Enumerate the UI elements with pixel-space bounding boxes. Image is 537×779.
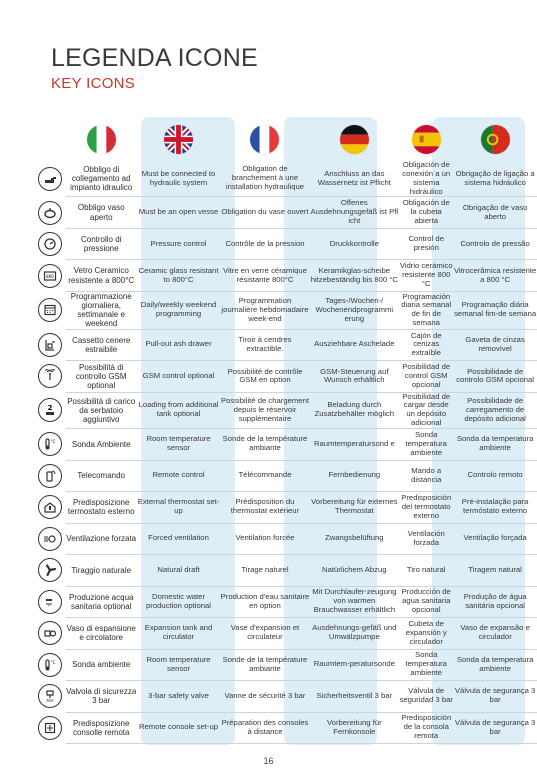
cell-de: Keramikglas-scheibe hitzebeständig bis 800 °C: [309, 260, 399, 292]
row-icon-cell: [34, 429, 66, 461]
cell-pt: Sonda da temperatura ambiente: [453, 649, 537, 681]
cell-es: Programación diaria semanal de fin de semana: [399, 291, 453, 329]
room-sensor-icon: [38, 432, 62, 456]
cell-en: Must be an open vesse: [136, 197, 220, 229]
cell-it: Valvola di sicurezza 3 bar: [66, 681, 137, 713]
cell-es: Posibilidad de control GSM opcional: [399, 361, 453, 393]
row-icon-cell: [34, 712, 66, 744]
cell-it: Controllo di pressione: [66, 228, 137, 260]
table-row: [34, 260, 537, 292]
row-icon-cell: [34, 361, 66, 393]
cell-pt: Ventilação forçada: [453, 523, 537, 555]
tap-pipe-icon: [38, 167, 62, 191]
cell-pt: Sonda da temperatura ambiente: [453, 429, 537, 461]
safety-valve-3bar-icon: [38, 684, 62, 708]
cell-en: GSM control optional: [136, 361, 220, 393]
table-row: [34, 161, 537, 197]
cell-es: Válvula de seguridad 3 bar: [399, 681, 453, 713]
cell-pt: Obrigação de vaso aberto: [453, 197, 537, 229]
cell-it: Predisposizione termostato esterno: [66, 492, 137, 524]
cell-es: Ventilación forzada: [399, 523, 453, 555]
flag-italy: [66, 117, 137, 161]
cell-es: Posibilidad de cargar desde un depósito adicional: [399, 392, 453, 428]
cell-it: Possibilità di controllo GSM optional: [66, 361, 137, 393]
cell-fr: Sonde de la température ambiante: [221, 429, 310, 461]
cell-en: Remote control: [136, 460, 220, 492]
cell-de: Ausziehbare Aschelade: [309, 329, 399, 361]
row-icon-cell: [34, 492, 66, 524]
room-probe-icon: [38, 653, 62, 677]
cell-fr: Contrôle de la pression: [221, 228, 310, 260]
row-icon-cell: [34, 329, 66, 361]
cell-it: Produzione acqua sanitaria optional: [66, 586, 137, 618]
cell-pt: Pré-instalação para termóstato externo: [453, 492, 537, 524]
cell-fr: Obligation du vase ouvert: [221, 197, 310, 229]
cell-de: Mit Durchlaufer-zeugung von warmen Brauchwasser erhältlich: [309, 586, 399, 618]
cell-it: Ventilazione forzata: [66, 523, 137, 555]
row-icon-cell: [34, 460, 66, 492]
cell-pt: Controlo remoto: [453, 460, 537, 492]
cell-fr: Production d'eau sanitaire en option: [221, 586, 310, 618]
cell-pt: Válvula de segurança 3 bar: [453, 681, 537, 713]
row-icon-cell: [34, 260, 66, 292]
table-row: [34, 681, 537, 713]
gsm-control-icon: [38, 364, 62, 388]
shower-hot-water-icon: [38, 590, 62, 614]
row-icon-cell: [34, 291, 66, 329]
table-row: [34, 392, 537, 428]
additional-tank-icon: [38, 398, 62, 422]
cell-pt: Gaveta de cinzas removível: [453, 329, 537, 361]
ceramic-glass-800-icon: [38, 264, 62, 288]
cell-es: Sonda temperatura ambiente: [399, 649, 453, 681]
cell-es: Producción de agua sanitaria opcional: [399, 586, 453, 618]
flag-uk: [136, 117, 220, 161]
weekly-programming-icon: [38, 298, 62, 322]
table-row: [34, 460, 537, 492]
row-icon-cell: [34, 618, 66, 650]
cell-fr: Programmation journalière hebdomadaire week-end: [221, 291, 310, 329]
cell-fr: Possibilité de contrôle GSM en option: [221, 361, 310, 393]
cell-de: Ausdehnungs-gefäß und Umwälzpumpe: [309, 618, 399, 650]
cell-es: Obligación de conexión a un sistema hidráulico: [399, 161, 453, 197]
cell-pt: Obrigação de ligação a sistema hidráulico: [453, 161, 537, 197]
svg-text:3bar: 3bar: [45, 698, 54, 703]
cell-it: Predisposizione consolle remota: [66, 712, 137, 744]
flag-france: [221, 117, 310, 161]
cell-en: External thermostat set-up: [136, 492, 220, 524]
page-number: 16: [263, 756, 274, 766]
cell-fr: Télécommande: [221, 460, 310, 492]
cell-pt: Tiragem natural: [453, 555, 537, 587]
cell-it: Telecomando: [66, 460, 137, 492]
cell-es: Tiro natural: [399, 555, 453, 587]
cell-es: Predisposición de la consola remota: [399, 712, 453, 744]
table-row: [34, 361, 537, 393]
table-row: [34, 523, 537, 555]
pressure-gauge-icon: [38, 232, 62, 256]
cell-pt: Produção de água sanitária opcional: [453, 586, 537, 618]
cell-de: Vorbereitung für externes Thermostat: [309, 492, 399, 524]
table-row: [34, 291, 537, 329]
cell-de: Natürlichem Abzug: [309, 555, 399, 587]
row-icon-cell: [34, 523, 66, 555]
cell-es: Mando a distancia: [399, 460, 453, 492]
cell-en: Domestic water production optional: [136, 586, 220, 618]
cell-fr: Vitre en verre céramique résistante 800°C: [221, 260, 310, 292]
table-row: [34, 429, 537, 461]
cell-en: Expansion tank and circulator: [136, 618, 220, 650]
row-icon-cell: [34, 649, 66, 681]
row-icon-cell: [34, 228, 66, 260]
cell-es: Predisposición del termostato externo: [399, 492, 453, 524]
cell-en: Daily/weekly weekend programming: [136, 291, 220, 329]
cell-de: Raumtemperatursond e: [309, 429, 399, 461]
external-thermostat-icon: [38, 495, 62, 519]
row-icon-cell: [34, 161, 66, 197]
cell-pt: Possibilidade de carregamento de depósito adicional: [453, 392, 537, 428]
cell-pt: Válvula de segurança 3 bar: [453, 712, 537, 744]
expansion-vessel-icon: [38, 201, 62, 225]
cell-de: Vorbereitung für Fernkonsole: [309, 712, 399, 744]
cell-en: Ceramic glass resistant to 800°C: [136, 260, 220, 292]
cell-es: Vidrio cerámico resistente 800 °C: [399, 260, 453, 292]
fan-natural-draft-icon: [38, 558, 62, 582]
cell-es: Control de presión: [399, 228, 453, 260]
cell-fr: Tirage naturel: [221, 555, 310, 587]
cell-it: Vaso di espansione e circolatore: [66, 618, 137, 650]
cell-it: Possibilità di carico da serbatoio aggiuntivo: [66, 392, 137, 428]
forced-ventilation-icon: [38, 527, 62, 551]
cell-pt: Programação diária semanal fim-de semana: [453, 291, 537, 329]
svg-text:°C: °C: [50, 439, 56, 445]
cell-pt: Possibilidade de controlo GSM opcional: [453, 361, 537, 393]
cell-en: Natural draft: [136, 555, 220, 587]
table-row: [34, 555, 537, 587]
cell-it: Obbligo vaso aperto: [66, 197, 137, 229]
cell-de: Zwangsbelüftung: [309, 523, 399, 555]
row-icon-cell: [34, 586, 66, 618]
cell-pt: Vaso de expansão e circulador: [453, 618, 537, 650]
key-icons-table: [34, 117, 537, 744]
icon-column-header: [34, 117, 66, 161]
cell-fr: Sonde de la température ambiante: [221, 649, 310, 681]
table-row: [34, 492, 537, 524]
cell-fr: Possibilité de chargement depuis le réservoir supplémentaire: [221, 392, 310, 428]
cell-de: Beladung durch Zusatzbehälter möglich: [309, 392, 399, 428]
remote-control-icon: [38, 464, 62, 488]
cell-it: Cassetto cenere estraibile: [66, 329, 137, 361]
flag-spain: [399, 117, 453, 161]
cell-fr: Tiroir à cendres extractible.: [221, 329, 310, 361]
cell-de: Sicherheitsventil 3 bar: [309, 681, 399, 713]
cell-en: Remote console set-up: [136, 712, 220, 744]
row-icon-cell: [34, 681, 66, 713]
cell-fr: Vase d'expansion et circulateur: [221, 618, 310, 650]
row-icon-cell: [34, 197, 66, 229]
flag-germany: [309, 117, 399, 161]
table-row: [34, 329, 537, 361]
svg-text:800: 800: [46, 273, 54, 279]
expansion-circulator-icon: [38, 621, 62, 645]
cell-es: Sonda temperatura ambiente: [399, 429, 453, 461]
cell-en: Pull-out ash drawer: [136, 329, 220, 361]
cell-es: Cubeta de expansión y circulador: [399, 618, 453, 650]
table-row: [34, 586, 537, 618]
cell-fr: Ventilation forcée: [221, 523, 310, 555]
cell-pt: Vitrocerâmica resistente a 800 °C: [453, 260, 537, 292]
table-row: [34, 228, 537, 260]
page-subtitle: KEY ICONS: [51, 75, 136, 92]
cell-fr: Préparation des consoles à distance: [221, 712, 310, 744]
cell-es: Obligación de la cubeta abierta: [399, 197, 453, 229]
cell-it: Obbligo di collegamento ad impianto idraulico: [66, 161, 137, 197]
cell-en: Room temperature sensor: [136, 429, 220, 461]
table-row: [34, 712, 537, 744]
svg-text:°C: °C: [50, 659, 56, 665]
cell-de: Anschluss an das Wassernetz ist Pflicht: [309, 161, 399, 197]
ash-drawer-icon: [38, 333, 62, 357]
cell-en: Loading from additional tank optional: [136, 392, 220, 428]
cell-fr: Obligation de branchement à une installation hydraulique: [221, 161, 310, 197]
cell-it: Tiraggio naturale: [66, 555, 137, 587]
cell-de: Druckkontrolle: [309, 228, 399, 260]
cell-fr: Vanne de sécurité 3 bar: [221, 681, 310, 713]
flag-portugal: [453, 117, 537, 161]
cell-it: Sonda ambiente: [66, 649, 137, 681]
cell-it: Vetro Ceramico resistente a 800°C: [66, 260, 137, 292]
cell-de: Raumtem-peratursonde: [309, 649, 399, 681]
table-row: [34, 618, 537, 650]
cell-en: Room temperature sensor: [136, 649, 220, 681]
cell-de: Offenes Ausdehnungsgefäß ist Pfl icht: [309, 197, 399, 229]
cell-en: Must be connected to hydraulic system: [136, 161, 220, 197]
cell-en: Pressure control: [136, 228, 220, 260]
cell-de: Fernbedienung: [309, 460, 399, 492]
cell-en: 3-bar safety valve: [136, 681, 220, 713]
svg-text:2: 2: [47, 404, 53, 413]
row-icon-cell: [34, 392, 66, 428]
page-title: LEGENDA ICONE: [51, 44, 258, 72]
cell-de: GSM-Steuerung auf Wunsch erhältlich: [309, 361, 399, 393]
table-row: [34, 197, 537, 229]
table-row: [34, 649, 537, 681]
row-icon-cell: [34, 555, 66, 587]
remote-console-icon: [38, 716, 62, 740]
cell-it: Sonda Ambiente: [66, 429, 137, 461]
cell-it: Programmazione giornaliera, settimanale e weekend: [66, 291, 137, 329]
cell-fr: Prédisposition du thermostat extérieur: [221, 492, 310, 524]
cell-es: Cajón de cenizas extraíble: [399, 329, 453, 361]
cell-en: Forced ventilation: [136, 523, 220, 555]
cell-de: Tages-/Wochen-/ Wochenendprogrammi erung: [309, 291, 399, 329]
cell-pt: Controlo de pressão: [453, 228, 537, 260]
